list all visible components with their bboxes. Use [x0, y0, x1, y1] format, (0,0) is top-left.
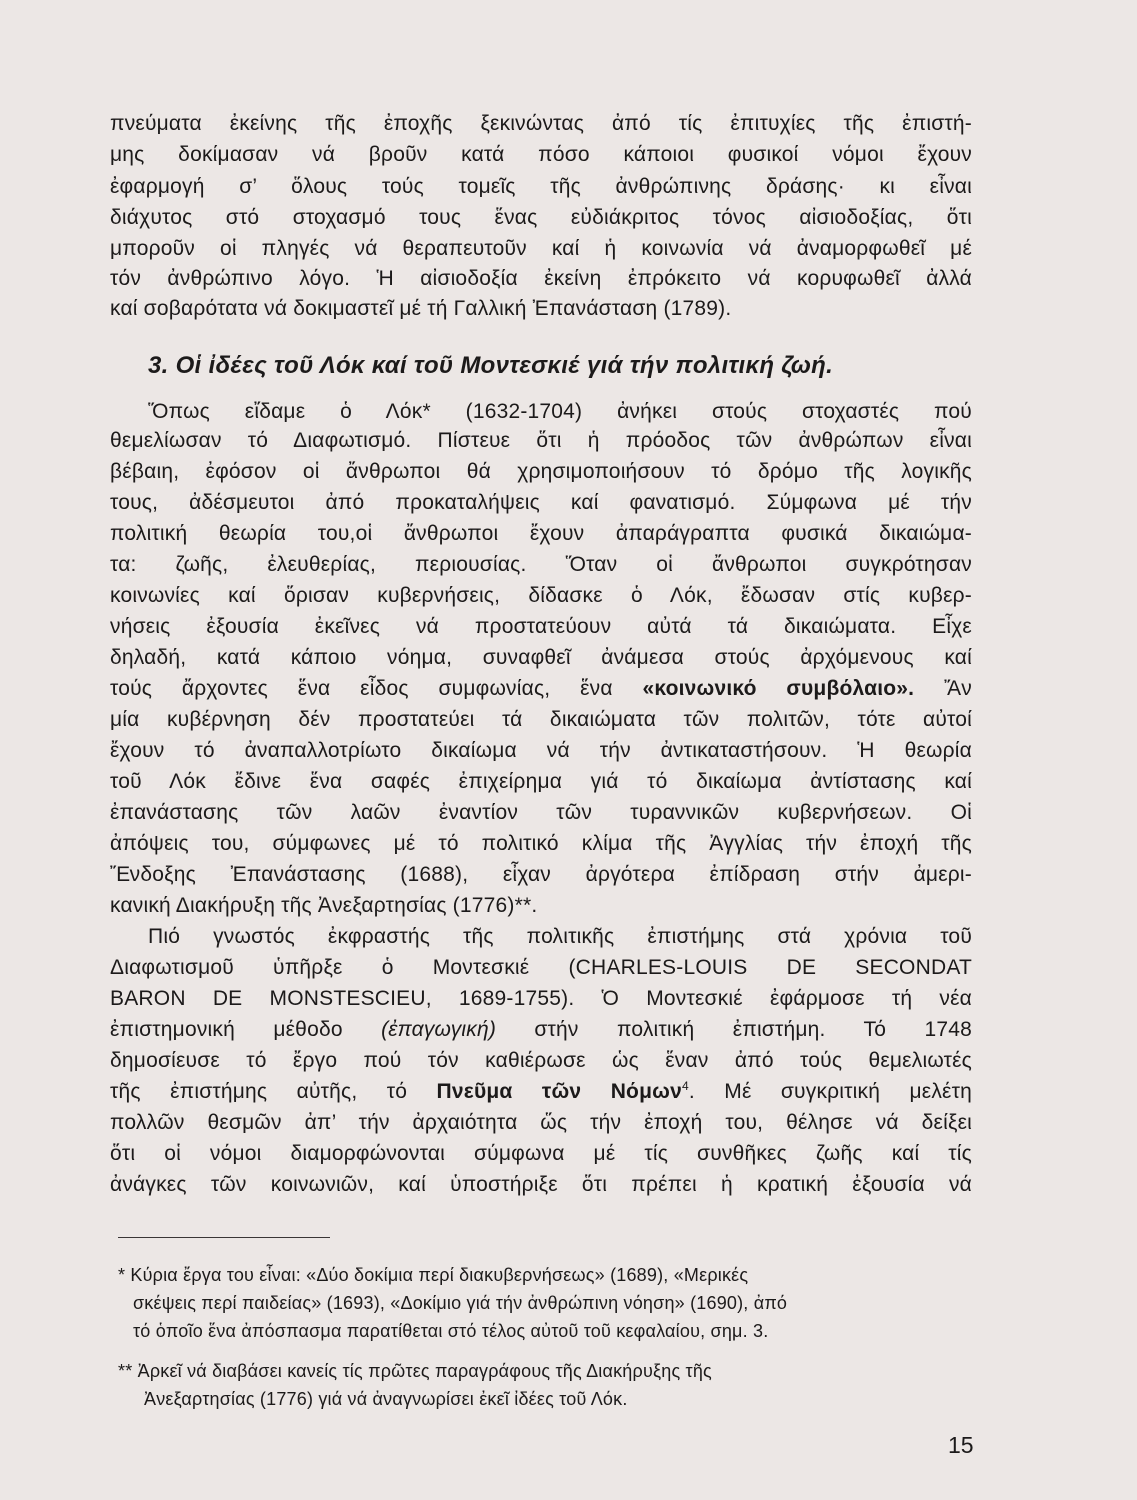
- footnote-1-line: * Κύρια ἔργα του εἶναι: «Δύο δοκίμια περί διακυβερνήσεως» (1689), «Μερικές: [118, 1265, 749, 1285]
- text-run: . Μέ συγκριτική μελέτη: [688, 1080, 972, 1103]
- p2-line: πολιτική θεωρία του,οἱ ἄνθρωποι ἔχουν ἀπαράγραπτα φυσικά δικαιώμα-: [110, 522, 972, 545]
- p2-line: τα: ζωῆς, ἐλευθερίας, περιουσίας. Ὅταν οἱ ἄνθρωποι συγκρότησαν: [110, 553, 972, 576]
- p3-line: δημοσίευσε τό ἔργο πού τόν καθιέρωσε ὡς ἕναν ἀπό τούς θεμελιωτές: [110, 1049, 972, 1072]
- p2-line-social-contract: [110, 674, 972, 704]
- p2-line: Ἔνδοξης Ἐπανάστασης (1688), εἶχαν ἀργότερα ἐπίδραση στήν ἀμερι-: [110, 863, 972, 886]
- p2-line: τοῦ Λόκ ἔδινε ἕνα σαφές ἐπιχείρημα γιά τό δικαίωμα ἀντίστασης καί: [110, 770, 972, 793]
- p2-line: βέβαιη, ἐφόσον οἱ ἄνθρωποι θά χρησιμοποιήσουν τό δρόμο τῆς λογικῆς: [110, 460, 972, 483]
- p1-line: τόν ἀνθρώπινο λόγο. Ἡ αἰσιοδοξία ἐκείνη ἐπρόκειτο νά κορυφωθεῖ ἀλλά: [110, 267, 972, 290]
- p2-line: νήσεις ἐξουσία ἐκεῖνες νά προστατεύουν αὐτά τά δικαιώματα. Εἶχε: [110, 615, 972, 638]
- section-heading: 3. Οἱ ἰδέες τοῦ Λόκ καί τοῦ Μοντεσκιέ γιά τήν πολιτική ζωή.: [148, 352, 834, 379]
- p3-line-method: [110, 1015, 972, 1045]
- footnote-ref: 4: [681, 1079, 689, 1093]
- footnote-2-line: ** Ἀρκεῖ νά διαβάσει κανείς τίς πρῶτες παραγράφους τῆς Διακήρυξης τῆς: [118, 1361, 712, 1381]
- footnote-1-line: τό ὁποῖο ἕνα ἀπόσπασμα παρατίθεται στό τέλος αὐτοῦ τοῦ κεφαλαίου, σημ. 3.: [133, 1321, 769, 1341]
- p3-line: πολλῶν θεσμῶν ἀπ’ τήν ἀρχαιότητα ὥς τήν ἐποχή του, θέλησε νά δείξει: [110, 1111, 972, 1134]
- p1-line: μης δοκίμασαν νά βροῦν κατά πόσο κάποιοι φυσικοί νόμοι ἔχουν: [110, 143, 972, 166]
- page-number: 15: [948, 1432, 974, 1458]
- p3-line: BARON DE MONSTESCIEU, 1689-1755). Ὁ Μοντεσκιέ ἐφάρμοσε τή νέα: [110, 987, 972, 1010]
- p2-line: κανική Διακήρυξη τῆς Ἀνεξαρτησίας (1776)**.: [110, 894, 538, 917]
- p3-line: Πιό γνωστός ἐκφραστής τῆς πολιτικῆς ἐπιστήμης στά χρόνια τοῦ: [148, 925, 972, 948]
- text-run: στήν πολιτική ἐπιστήμη. Τό 1748: [496, 1018, 972, 1041]
- text-run: τούς ἄρχοντες ἕνα εἶδος συμφωνίας, ἕνα: [110, 677, 643, 700]
- p2-line: ἐπανάστασης τῶν λαῶν ἐναντίον τῶν τυραννικῶν κυβερνήσεων. Οἱ: [110, 801, 972, 824]
- book-title: Πνεῦμα τῶν Νόμων: [436, 1080, 682, 1103]
- p2-line: μία κυβέρνηση δέν προστατεύει τά δικαιώματα τῶν πολιτῶν, τότε αὐτοί: [110, 708, 972, 731]
- p1-line: πνεύματα ἐκείνης τῆς ἐποχῆς ξεκινώντας ἀπό τίς ἐπιτυχίες τῆς ἐπιστή-: [110, 112, 972, 135]
- footnote-1-line: σκέψεις περί παιδείας» (1693), «Δοκίμιο γιά τήν ἀνθρώπινη νόηση» (1690), ἀπό: [133, 1293, 788, 1313]
- p1-line: μποροῦν οἱ πληγές νά θεραπευτοῦν καί ἡ κοινωνία νά ἀναμορφωθεῖ μέ: [110, 237, 972, 260]
- p2-line: Ὅπως εἴδαμε ὁ Λόκ* (1632-1704) ἀνήκει στούς στοχαστές πού: [148, 400, 972, 423]
- text-run: Ἄν: [914, 677, 972, 700]
- p2-line: ἀπόψεις του, σύμφωνες μέ τό πολιτικό κλίμα τῆς Ἀγγλίας τήν ἐποχή τῆς: [110, 832, 972, 855]
- text-run: τῆς ἐπιστήμης αὐτῆς, τό: [110, 1080, 437, 1103]
- footnote-2-line: Ἀνεξαρτησίας (1776) γιά νά ἀναγνωρίσει ἐκεῖ ἰδέες τοῦ Λόκ.: [144, 1389, 628, 1409]
- footnote-divider: [118, 1237, 330, 1238]
- p3-line: ἀνάγκες τῶν κοινωνιῶν, καί ὑποστήριξε ὅτι πρέπει ἡ κρατική ἐξουσία νά: [110, 1173, 972, 1196]
- p3-line-spirit-of-laws: [110, 1077, 972, 1107]
- p3-line: ὅτι οἱ νόμοι διαμορφώνονται σύμφωνα μέ τίς συνθῆκες ζωῆς καί τίς: [110, 1142, 972, 1165]
- p2-line: δηλαδή, κατά κάποιο νόημα, συναφθεῖ ἀνάμεσα στούς ἀρχόμενους καί: [110, 646, 972, 669]
- p1-line: ἐφαρμογή σ’ ὅλους τούς τομεῖς τῆς ἀνθρώπινης δράσης· κι εἶναι: [110, 175, 972, 198]
- p1-line: καί σοβαρότατα νά δοκιμαστεῖ μέ τή Γαλλική Ἐπανάσταση (1789).: [110, 297, 732, 320]
- p1-line: διάχυτος στό στοχασμό τους ἕνας εὐδιάκριτος τόνος αἰσιοδοξίας, ὅτι: [110, 206, 972, 229]
- p3-line: Διαφωτισμοῦ ὑπῆρξε ὁ Μοντεσκιέ (CHARLES-LOUIS DE SECONDAT: [110, 956, 972, 979]
- text-run: ἐπιστημονική μέθοδο: [110, 1018, 382, 1041]
- p2-line: θεμελίωσαν τό Διαφωτισμό. Πίστευε ὅτι ἡ πρόοδος τῶν ἀνθρώπων εἶναι: [110, 429, 972, 452]
- social-contract-term: «κοινωνικό συμβόλαιο».: [642, 677, 915, 700]
- p2-line: ἔχουν τό ἀναπαλλοτρίωτο δικαίωμα νά τήν ἀντικαταστήσουν. Ἡ θεωρία: [110, 739, 972, 762]
- inductive-term: (ἐπαγωγική): [381, 1018, 497, 1041]
- p2-line: κοινωνίες καί ὅρισαν κυβερνήσεις, δίδασκε ὁ Λόκ, ἔδωσαν στίς κυβερ-: [110, 584, 972, 607]
- p2-line: τους, ἀδέσμευτοι ἀπό προκαταλήψεις καί φανατισμό. Σύμφωνα μέ τήν: [110, 491, 972, 514]
